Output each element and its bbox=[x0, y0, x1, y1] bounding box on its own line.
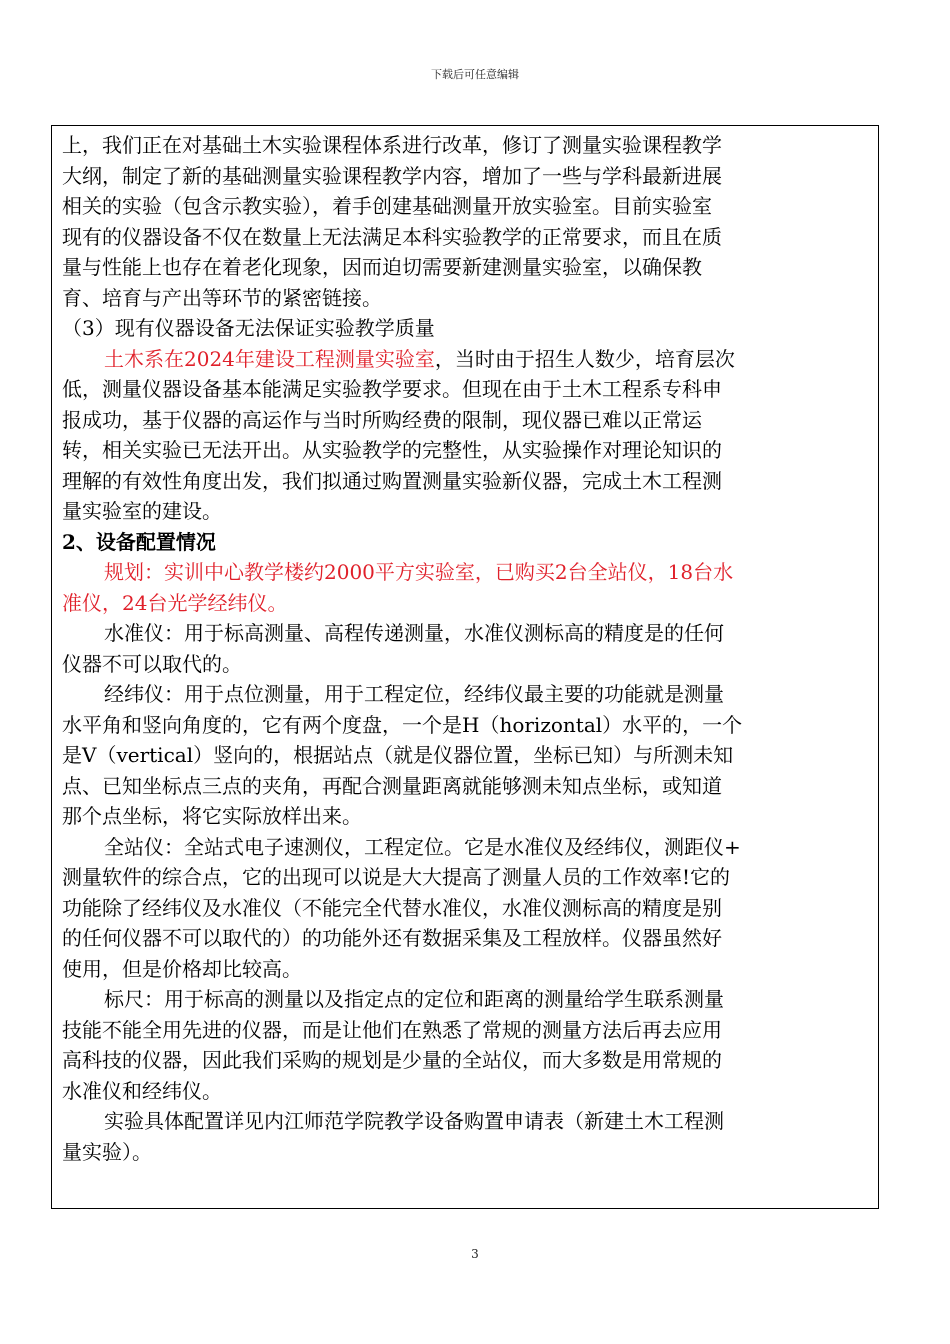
line-text: 现有的仪器设备不仅在数量上无法满足本科实验教学的正常要求，而且在质 bbox=[62, 224, 722, 249]
line-text: 相关的实验（包含示教实验），着手创建基础测量开放实验室。目前实验室 bbox=[62, 194, 712, 218]
text-line bbox=[62, 283, 870, 314]
text-line bbox=[62, 466, 870, 497]
line-text: 技能不能全用先进的仪器，而是让他们在熟悉了常规的测量方法后再去应用 bbox=[62, 1017, 722, 1042]
line-text: 点、已知坐标点三点的夹角，再配合测量距离就能够测未知点坐标，或知道 bbox=[62, 773, 722, 798]
text-line bbox=[62, 923, 870, 954]
line-text: 上，我们正在对基础土木实验课程体系进行改革，修订了测量实验课程教学 bbox=[62, 133, 722, 157]
line-text: ，当时由于招生人数少，培育层次 bbox=[434, 346, 735, 371]
line-text: 量与性能上也存在着老化现象，因而迫切需要新建测量实验室，以确保教 bbox=[62, 255, 702, 279]
text-line bbox=[62, 618, 870, 649]
line-text: 水准仪和经纬仪。 bbox=[62, 1078, 222, 1103]
text-line bbox=[62, 313, 870, 344]
text-line bbox=[62, 496, 870, 527]
text-line bbox=[62, 984, 870, 1015]
line-text: 水平角和竖向角度的，它有两个度盘，一个是H（horizontal）水平的，一个 bbox=[62, 712, 743, 737]
text-line bbox=[62, 740, 870, 771]
highlighted-text: 土木系在2024年建设工程测量实验室 bbox=[104, 346, 435, 371]
text-line bbox=[62, 161, 870, 192]
text-line bbox=[62, 588, 870, 619]
line-text: 理解的有效性角度出发，我们拟通过购置测量实验新仪器，完成土木工程测 bbox=[62, 468, 722, 493]
text-line bbox=[62, 374, 870, 405]
text-line bbox=[62, 191, 870, 222]
text-line bbox=[62, 435, 870, 466]
text-line bbox=[62, 954, 870, 985]
line-text: 经纬仪：用于点位测量，用于工程定位，经纬仪最主要的功能就是测量 bbox=[104, 682, 724, 706]
line-text: 水准仪：用于标高测量、高程传递测量，水准仪测标高的精度是的任何 bbox=[104, 621, 724, 645]
text-line bbox=[62, 832, 870, 863]
text-line bbox=[62, 1045, 870, 1076]
text-line bbox=[62, 1015, 870, 1046]
text-line bbox=[62, 1106, 870, 1137]
line-text: 使用，但是价格却比较高。 bbox=[62, 956, 302, 981]
text-line bbox=[62, 557, 870, 588]
line-text: （3）现有仪器设备无法保证实验教学质量 bbox=[62, 316, 435, 340]
text-line bbox=[62, 405, 870, 436]
text-line bbox=[62, 649, 870, 680]
line-text: 转，相关实验已无法开出。从实验教学的完整性，从实验操作对理论知识的 bbox=[62, 438, 722, 462]
text-line bbox=[62, 862, 870, 893]
line-text: 仪器不可以取代的。 bbox=[62, 651, 242, 676]
line-text: 高科技的仪器，因此我们采购的规划是少量的全站仪，而大多数是用常规的 bbox=[62, 1048, 722, 1072]
line-text: 大纲，制定了新的基础测量实验课程教学内容，增加了一些与学科最新进展 bbox=[62, 163, 722, 188]
page-number: 3 bbox=[471, 1247, 479, 1261]
text-line bbox=[62, 222, 870, 253]
line-text: 量实验室的建设。 bbox=[62, 499, 222, 523]
line-text: 量实验）。 bbox=[62, 1139, 152, 1164]
page-header: 下载后可任意编辑 bbox=[431, 68, 519, 81]
line-text: 测量软件的综合点，它的出现可以说是大大提高了测量人员的工作效率!它的 bbox=[62, 865, 731, 889]
text-line bbox=[62, 893, 870, 924]
line-text: 报成功，基于仪器的高运作与当时所购经费的限制，现仪器已难以正常运 bbox=[62, 407, 702, 432]
text-line bbox=[62, 527, 870, 558]
content-box bbox=[51, 125, 879, 1209]
text-line bbox=[62, 679, 870, 710]
line-text: 那个点坐标，将它实际放样出来。 bbox=[62, 804, 362, 828]
text-line bbox=[62, 801, 870, 832]
text-line bbox=[62, 771, 870, 802]
line-text: 低，测量仪器设备基本能满足实验教学要求。但现在由于土木工程系专科申 bbox=[62, 377, 722, 401]
text-line bbox=[62, 252, 870, 283]
line-text: 是V（vertical）竖向的，根据站点（就是仪器位置，坐标已知）与所测未知 bbox=[62, 743, 734, 767]
line-text: 标尺：用于标高的测量以及指定点的定位和距离的测量给学生联系测量 bbox=[104, 987, 724, 1011]
line-text: 育、培育与产出等环节的紧密链接。 bbox=[62, 285, 382, 310]
line-text: 全站仪：全站式电子速测仪，工程定位。它是水准仪及经纬仪，测距仪+ bbox=[104, 834, 741, 859]
text-line bbox=[62, 1137, 870, 1168]
text-line bbox=[62, 710, 870, 741]
line-text: 2、设备配置情况 bbox=[62, 529, 216, 554]
line-text: 的任何仪器不可以取代的）的功能外还有数据采集及工程放样。仪器虽然好 bbox=[62, 926, 722, 950]
text-line bbox=[62, 1076, 870, 1107]
text-line bbox=[62, 344, 870, 375]
line-text: 实验具体配置详见内江师范学院教学设备购置申请表（新建土木工程测 bbox=[104, 1109, 724, 1133]
text-line bbox=[62, 130, 870, 161]
line-text: 功能除了经纬仪及水准仪（不能完全代替水准仪，水准仪测标高的精度是别 bbox=[62, 895, 722, 920]
highlighted-text: 准仪，24台光学经纬仪。 bbox=[62, 590, 288, 615]
highlighted-text: 规划：实训中心教学楼约2000平方实验室，已购买2台全站仪，18台水 bbox=[104, 560, 734, 584]
